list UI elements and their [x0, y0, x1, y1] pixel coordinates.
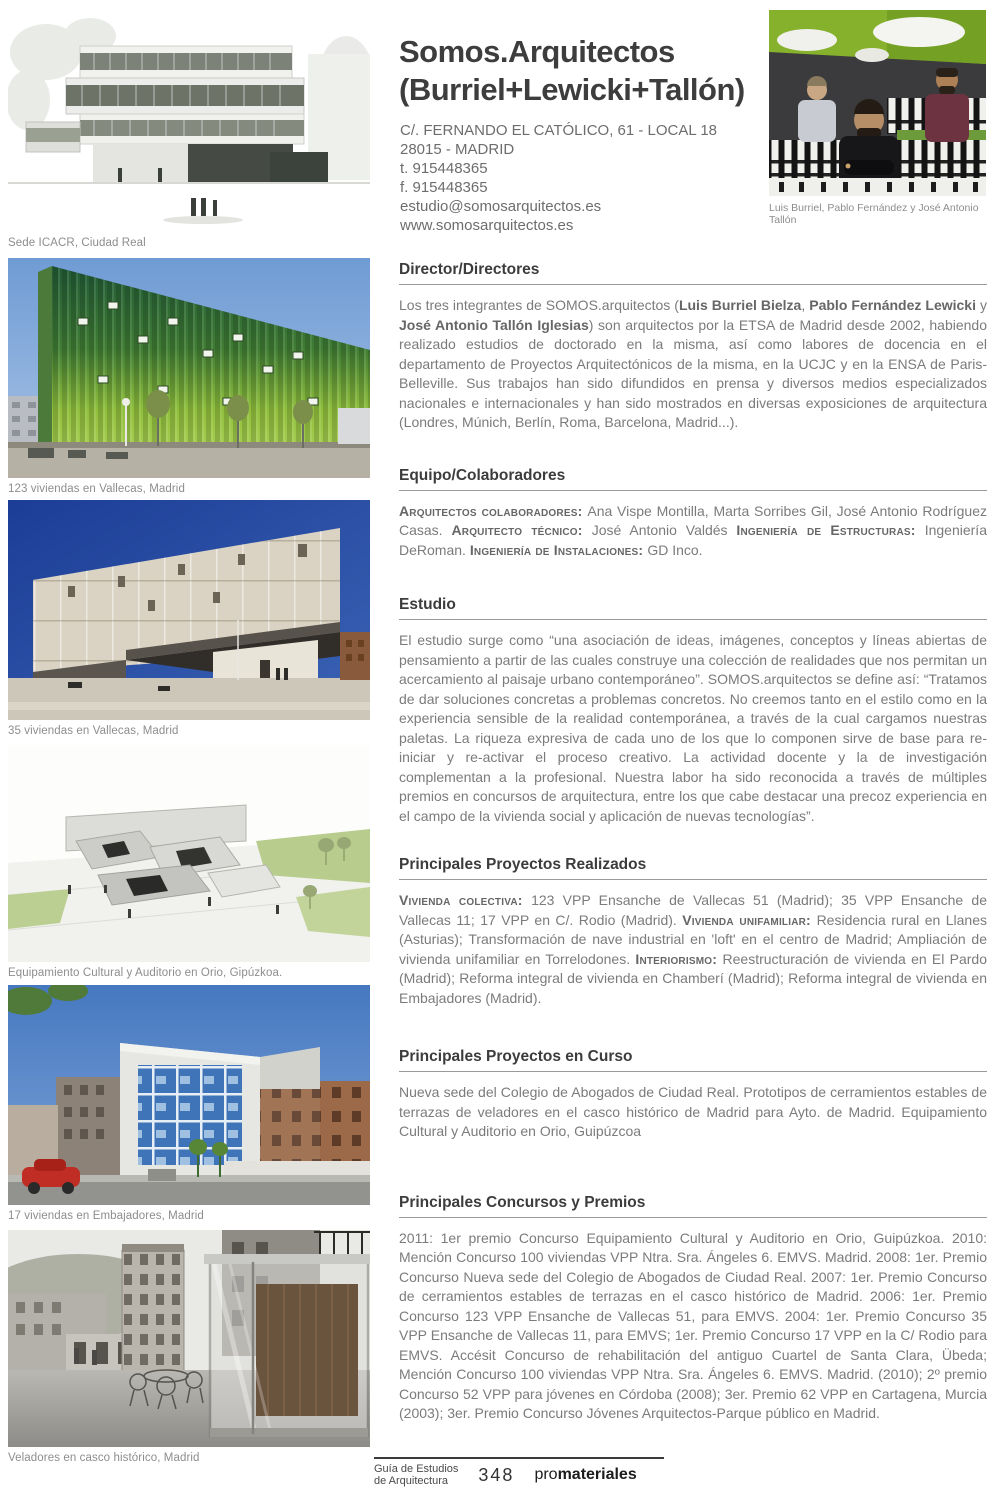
section-proyectos-en-curso: [399, 1048, 987, 1142]
gallery-item-35-vallecas: [8, 500, 370, 737]
fax-line: f. 915448365: [400, 179, 488, 196]
beige-building-photo-illustration: [8, 500, 370, 720]
gallery-caption: Veladores en casco histórico, Madrid: [8, 1452, 200, 1464]
email-line: estudio@somosarquitectos.es: [400, 198, 602, 215]
section-paragraph: Vivienda colectiva: 123 VPP Ensanche de Vallecas 51 (Madrid); 35 VPP Ensanche de Vallecas 11; 17 VPP en C/. Rodio (Madrid). Vivienda unifamiliar: Residencia rural en Llanes (Asturias); Transformación de nave industrial en 'loft' en el centro de Madrid; Ampliación de vivienda unifamiliar en Torrelodones. Interiorismo: Reestructuración de vivienda en El Pardo (Madrid); Reforma integral de vivienda en Chamberí (Madrid); Reforma integral de vivienda en Embajadores (Madrid).: [399, 892, 987, 1006]
section-heading: Principales Proyectos Realizados: [399, 856, 987, 880]
guide-line1: Guía de Estudios: [374, 1463, 459, 1475]
section-heading: Director/Directores: [399, 261, 987, 285]
section-paragraph: Nueva sede del Colegio de Abogados de Ciudad Real. Prototipos de cerramientos estables de terrazas de veladores en el casco histórico de Madrid para Ayto. de Madrid. Equipamiento Cultural y Auditorio en Orio, Guipúzcoa: [399, 1084, 987, 1139]
icacr-render-illustration: [8, 10, 370, 232]
section-proyectos-realizados: [399, 856, 987, 1008]
embajadores-photo-illustration: [8, 985, 370, 1205]
page-title: [399, 33, 779, 109]
orio-render-illustration: [8, 745, 370, 962]
section-equipo: [399, 467, 987, 561]
gallery-item-icacr: [8, 10, 370, 249]
section-heading: Estudio: [399, 596, 987, 620]
section-heading: Equipo/Colaboradores: [399, 467, 987, 491]
gallery-item-123-vallecas: [8, 258, 370, 495]
logo-materiales: materiales: [557, 1466, 637, 1483]
address-street: C/. FERNANDO EL CATÓLICO, 61 - LOCAL 18: [400, 122, 718, 139]
veladores-photo-illustration: [8, 1230, 370, 1447]
section-heading: Principales Proyectos en Curso: [399, 1048, 987, 1072]
section-paragraph: Arquitectos colaboradores: Ana Vispe Montilla, Marta Sorribes Gil, José Antonio Rodríguez Casas. Arquitecto técnico: José Antonio Valdés Ingeniería de Estructuras: Ingeniería DeRoman. Ingeniería de Instalaciones: GD Inco.: [399, 502, 987, 558]
gallery-caption: 123 viviendas en Vallecas, Madrid: [8, 483, 185, 495]
contact-block: [400, 121, 760, 235]
address-city: 28015 - MADRID: [400, 141, 515, 158]
gallery-item-veladores: [8, 1230, 370, 1464]
gallery-caption: 35 viviendas en Vallecas, Madrid: [8, 725, 179, 737]
gallery-item-embajadores: [8, 985, 370, 1222]
studio-name: Somos.Arquitectos: [399, 33, 675, 69]
team-photo-illustration: [769, 10, 986, 196]
page-footer: [374, 1457, 664, 1487]
sections: [399, 261, 987, 1460]
gallery-caption: 17 viviendas en Embajadores, Madrid: [8, 1210, 204, 1222]
photo-caption: Luis Burriel, Pablo Fernández y José Antonio Tallón: [769, 202, 979, 226]
section-paragraph: El estudio surge como “una asociación de ideas, imágenes, conceptos y líneas abiertas de pensamiento a partir de las cuales construye una colección de realidades que nos permitan un acercamiento al paisaje urbano contemporáneo”. SOMOS.arquitectos se define así: “Tratamos de dar soluciones concretas a problemas concretos. No creemos tanto en el estilo como en la experiencia sensible de la realidad contemporánea, a través de la cual cargamos nuestras paletas. La riqueza expresiva de cada uno de los que lo componen sirve de base para re-iniciar y re-activar el proceso creativo. La actividad docente y la de investigación complementan a la profesional. Nuestra labor ha sido reconocida a través de múltiples premios en concursos de arquitectura, entre los que cabe destacar una precoz experiencia en el campo de la vivienda social y aplicación de nuevas tecnologías”.: [399, 632, 987, 824]
team-photo: [769, 10, 986, 226]
gallery-item-orio: [8, 745, 370, 979]
section-paragraph: Los tres integrantes de SOMOS.arquitectos (Luis Burriel Bielza, Pablo Fernández Lewicki y José Antonio Tallón Iglesias) son arquitectos por la ETSA de Madrid desde 2002, habiendo realizado estudios de doctorado en la misma, así como labores de docencia en el departamento de Proyectos Arquitectónicos de la misma, en la UCJC y en la ENSA de Paris-Belleville. Sus trabajos han sido difundidos en prensa y diversos medios especializados nacionales e internacionales y han sido mostrados en diversas exposiciones de arquitectura (Londres, Múnich, Berlín, Roma, Barcelona, Madrid...).: [399, 297, 987, 430]
guide-line2: de Arquitectura: [374, 1475, 448, 1487]
page-number: 348: [478, 1464, 515, 1485]
section-paragraph: 2011: 1er premio Concurso Equipamiento Cultural y Auditorio en Orio, Guipúzkoa. 2010: Mención Concurso 100 viviendas VPP Ntra. Sra. Ángeles 6. EMVS. Madrid. 2008: 1er. Premio Concurso Nueva sede del Colegio de Abogados de Ciudad Real. 2007: 1er. Premio Concurso de cerramientos estables de terrazas en el casco histórico de Madrid. 2006: 1er. Premio Concurso 123 VPP Ensanche de Vallecas 51, para EMVS. 2004: 1er. Premio Concurso 35 VPP Ensanche de Vallecas 11, para EMVS; 1er. Premio Concurso 17 VPP en la C/ Rodio para EMVS. Accésit Concurso de rehabilitación del antiguo Cuartel de Santa Clara, Übeda; Mención Concurso 100 viviendas VPP Ntra. Sra. Ángeles 6. EMVS. Madrid. (2010); 2º premio Concurso 52 VPP para jóvenes en Córdoba (2008); 3er. Premio 62 VPP en Cartagena, Murcia (2003); 3er. Premio Concurso Jóvenes Arquitectos-Parque público en Madrid.: [399, 1229, 987, 1421]
green-facade-photo-illustration: [8, 258, 370, 478]
publication-logo: [534, 1466, 636, 1484]
gallery-caption: Equipamiento Cultural y Auditorio en Orio, Gipúzkoa.: [8, 967, 283, 979]
gallery-caption: Sede ICACR, Ciudad Real: [8, 237, 146, 249]
guide-title: [374, 1463, 458, 1487]
studio-partners: (Burriel+Lewicki+Tallón): [399, 71, 745, 107]
section-director: [399, 261, 987, 433]
section-heading: Principales Concursos y Premios: [399, 1194, 987, 1218]
section-concursos-premios: [399, 1194, 987, 1424]
section-estudio: [399, 596, 987, 826]
phone-line: t. 915448365: [400, 160, 488, 177]
website-line: www.somosarquitectos.es: [400, 217, 574, 234]
logo-pro: pro: [534, 1466, 558, 1483]
